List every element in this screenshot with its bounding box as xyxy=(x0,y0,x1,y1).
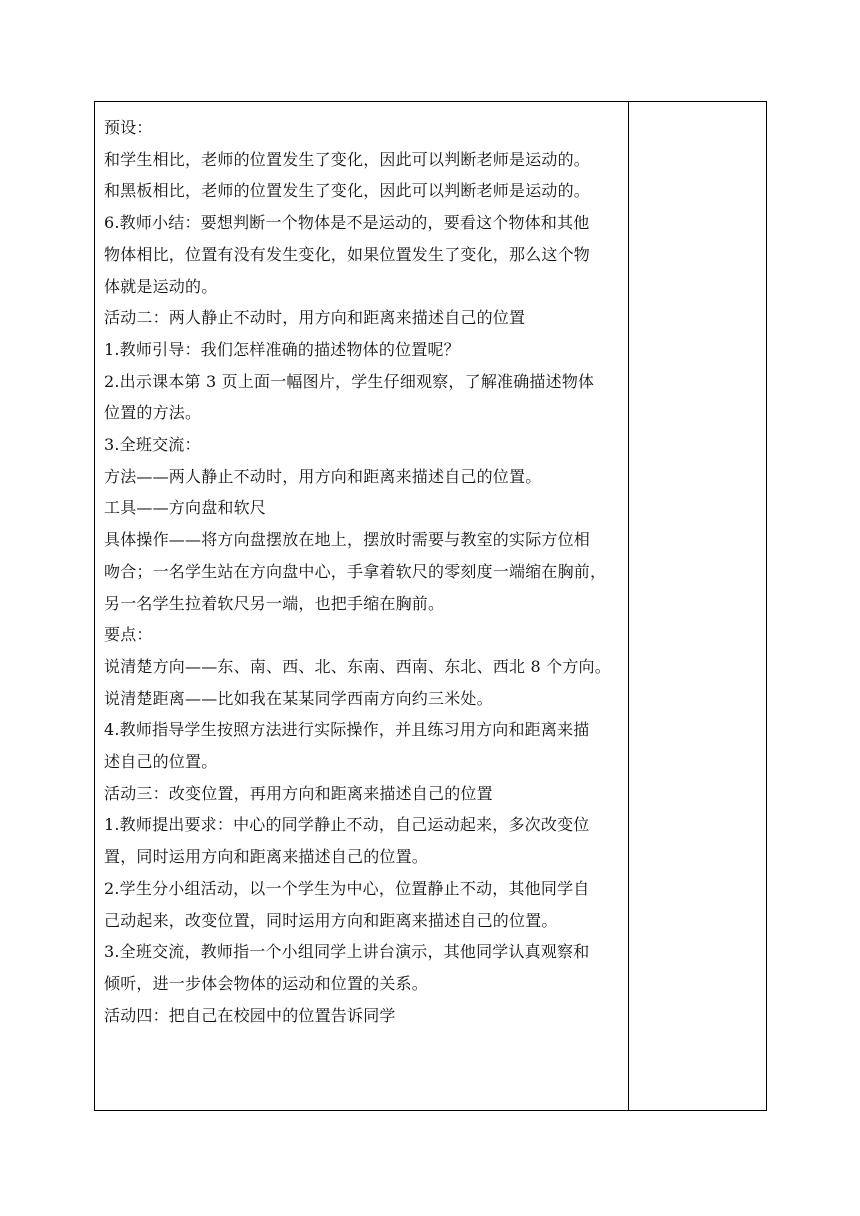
text-line: 说清楚方向——东、南、西、北、东南、西南、东北、西北 8 个方向。 xyxy=(104,656,611,676)
side-notes-cell xyxy=(629,102,767,1111)
text-line: 己动起来，改变位置，同时运用方向和距离来描述自己的位置。 xyxy=(104,910,558,930)
table-row xyxy=(95,102,767,1111)
text-line: 和黑板相比，老师的位置发生了变化，因此可以判断老师是运动的。 xyxy=(104,181,591,201)
text-line: 体就是运动的。 xyxy=(104,276,218,296)
text-line: 述自己的位置。 xyxy=(104,752,218,772)
activity-heading: 活动二：两人静止不动时，用方向和距离来描述自己的位置 xyxy=(104,308,526,328)
text-line: 和学生相比，老师的位置发生了变化，因此可以判断老师是运动的。 xyxy=(104,149,591,169)
text-line: 置，同时运用方向和距离来描述自己的位置。 xyxy=(104,847,429,867)
text-line: 工具——方向盘和软尺 xyxy=(104,498,267,518)
text-line: 3.全班交流，教师指一个小组同学上讲台演示，其他同学认真观察和 xyxy=(104,942,590,962)
text-line: 说清楚距离——比如我在某某同学西南方向约三米处。 xyxy=(104,688,493,708)
text-line: 方法——两人静止不动时，用方向和距离来描述自己的位置。 xyxy=(104,466,542,486)
text-line: 倾听，进一步体会物体的运动和位置的关系。 xyxy=(104,973,429,993)
text-line: 2.学生分小组活动，以一个学生为中心，位置静止不动，其他同学自 xyxy=(104,878,590,898)
main-content-cell xyxy=(95,102,629,1111)
text-line: 6.教师小结：要想判断一个物体是不是运动的，要看这个物体和其他 xyxy=(104,213,590,233)
activity-heading: 活动三：改变位置，再用方向和距离来描述自己的位置 xyxy=(104,783,493,803)
text-line: 另一名学生拉着软尺另一端，也把手缩在胸前。 xyxy=(104,593,445,613)
text-line: 4.教师指导学生按照方法进行实际操作，并且练习用方向和距离来描 xyxy=(104,720,590,740)
text-line: 3.全班交流： xyxy=(104,435,201,455)
text-line: 1.教师提出要求：中心的同学静止不动，自己运动起来，多次改变位 xyxy=(104,815,590,835)
text-line: 要点： xyxy=(104,625,153,645)
lesson-plan-table xyxy=(94,101,767,1111)
text-line: 1.教师引导：我们怎样准确的描述物体的位置呢？ xyxy=(104,339,460,359)
activity-heading: 活动四：把自己在校园中的位置告诉同学 xyxy=(104,1005,396,1025)
text-line: 物体相比，位置有没有发生变化，如果位置发生了变化，那么这个物 xyxy=(104,244,591,264)
text-line: 吻合；一名学生站在方向盘中心，手拿着软尺的零刻度一端缩在胸前， xyxy=(104,561,607,581)
text-line: 预设： xyxy=(104,118,153,137)
lesson-text-block xyxy=(95,102,628,1110)
text-line: 2.出示课本第 3 页上面一幅图片，学生仔细观察，了解准确描述物体 xyxy=(104,371,595,391)
text-line: 具体操作——将方向盘摆放在地上，摆放时需要与教室的实际方位相 xyxy=(104,530,591,550)
text-line: 位置的方法。 xyxy=(104,403,202,423)
